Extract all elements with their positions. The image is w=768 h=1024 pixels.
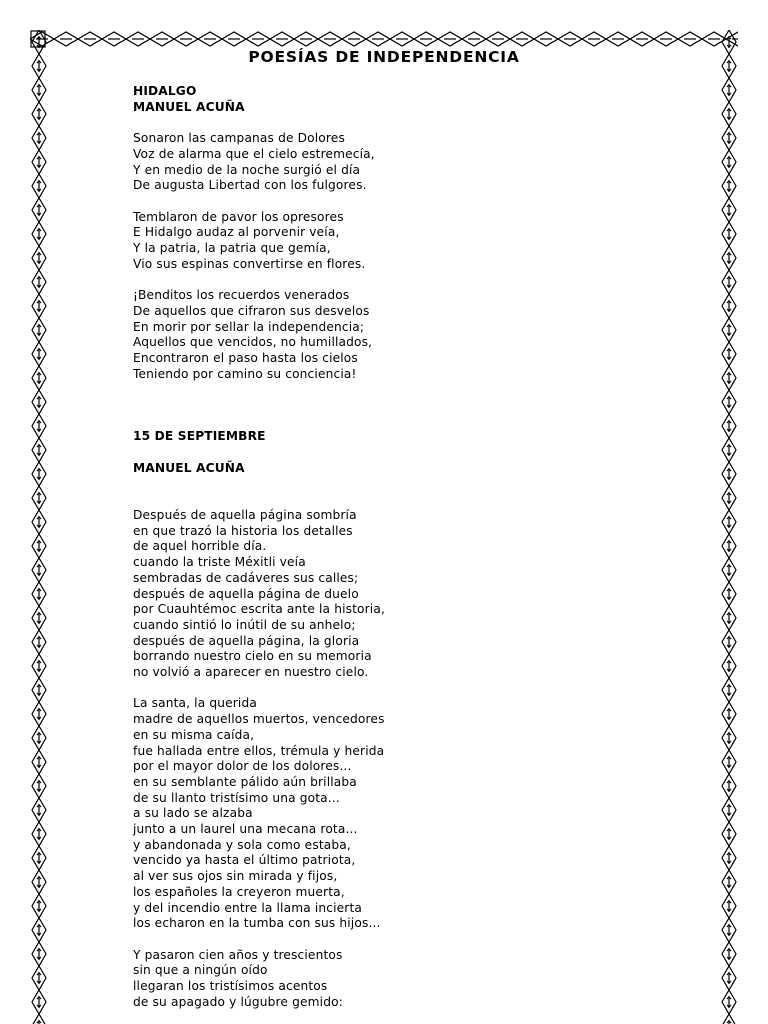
page-title: POESÍAS DE INDEPENDENCIA bbox=[248, 48, 520, 66]
poem-hidalgo bbox=[133, 84, 693, 382]
verse-line: Sonaron las campanas de Dolores bbox=[133, 131, 345, 146]
verse-line: y abandonada y sola como estaba, bbox=[133, 837, 351, 852]
verse-line: Teniendo por camino su conciencia! bbox=[133, 366, 357, 381]
verse-line: sin que a ningún oído bbox=[133, 963, 268, 978]
verse-line: Vio sus espinas convertirse en flores. bbox=[133, 256, 366, 271]
document-body bbox=[133, 84, 693, 1010]
stanza bbox=[133, 696, 693, 932]
poem-15-septiembre bbox=[133, 429, 693, 1010]
verse-line: Y pasaron cien años y trescientos bbox=[133, 947, 343, 962]
verse-line: los españoles la creyeron muerta, bbox=[133, 884, 345, 899]
verse-line: cuando sintió lo inútil de su anhelo; bbox=[133, 617, 356, 632]
verse-line: después de aquella página, la gloria bbox=[133, 633, 360, 648]
verse-line: al ver sus ojos sin mirada y fijos, bbox=[133, 869, 338, 884]
verse-line: vencido ya hasta el último patriota, bbox=[133, 853, 356, 868]
verse-line: llegaran los tristísimos acentos bbox=[133, 979, 328, 994]
stanza bbox=[133, 508, 693, 681]
verse-line: ¡Benditos los recuerdos venerados bbox=[133, 288, 350, 303]
verse-line: de su llanto tristísimo una gota... bbox=[133, 790, 340, 805]
ornamental-border-top bbox=[30, 30, 738, 48]
verse-line: cuando la triste Méxitli veía bbox=[133, 555, 306, 570]
verse-line: los echaron en la tumba con sus hijos... bbox=[133, 916, 381, 931]
verse-line: sembradas de cadáveres sus calles; bbox=[133, 570, 359, 585]
verse-line: junto a un laurel una mecana rota... bbox=[133, 822, 358, 837]
verse-line: de su apagado y lúgubre gemido: bbox=[133, 994, 343, 1009]
ornamental-border-right bbox=[720, 30, 738, 1024]
poem-author: MANUEL ACUÑA bbox=[133, 99, 245, 114]
verse-line: en que trazó la historia los detalles bbox=[133, 523, 353, 538]
verse-line: madre de aquellos muertos, vencedores bbox=[133, 712, 385, 727]
verse-line: E Hidalgo audaz al porvenir veía, bbox=[133, 225, 340, 240]
verse-line: Temblaron de pavor los opresores bbox=[133, 209, 344, 224]
verse-line: La santa, la querida bbox=[133, 696, 257, 711]
verse-line: por Cuauhtémoc escrita ante la historia, bbox=[133, 602, 385, 617]
verse-line: Voz de alarma que el cielo estremecía, bbox=[133, 146, 375, 161]
stanza bbox=[133, 948, 693, 1011]
verse-line: Y la patria, la patria que gemía, bbox=[133, 241, 331, 256]
verse-line: En morir por sellar la independencia; bbox=[133, 319, 365, 334]
verse-line: a su lado se alzaba bbox=[133, 806, 253, 821]
verse-line: fue hallada entre ellos, trémula y herida bbox=[133, 743, 385, 758]
verse-line: Y en medio de la noche surgió el día bbox=[133, 162, 361, 177]
poem-title: HIDALGO bbox=[133, 84, 197, 98]
verse-line: De augusta Libertad con los fulgores. bbox=[133, 178, 367, 193]
verse-line: Aquellos que vencidos, no humillados, bbox=[133, 335, 373, 350]
verse-line: en su semblante pálido aún brillaba bbox=[133, 774, 357, 789]
ornamental-border-left bbox=[30, 30, 48, 1024]
verse-line: por el mayor dolor de los dolores... bbox=[133, 759, 352, 774]
verse-line: Después de aquella página sombría bbox=[133, 507, 357, 522]
verse-line: no volvió a aparecer en nuestro cielo. bbox=[133, 665, 369, 680]
verse-line: y del incendio entre la llama incierta bbox=[133, 900, 363, 915]
verse-line: borrando nuestro cielo en su memoria bbox=[133, 649, 372, 664]
stanza bbox=[133, 210, 693, 273]
poem-body bbox=[133, 508, 693, 1011]
poem-body bbox=[133, 131, 693, 382]
verse-line: de aquel horrible día. bbox=[133, 539, 267, 554]
poem-title: 15 DE SEPTIEMBRE bbox=[133, 429, 266, 444]
verse-line: De aquellos que cifraron sus desvelos bbox=[133, 303, 370, 318]
verse-line: Encontraron el paso hasta los cielos bbox=[133, 350, 358, 365]
poem-author: MANUEL ACUÑA bbox=[133, 460, 245, 475]
stanza bbox=[133, 288, 693, 382]
verse-line: después de aquella página de duelo bbox=[133, 586, 359, 601]
verse-line: en su misma caída, bbox=[133, 727, 255, 742]
stanza bbox=[133, 131, 693, 194]
